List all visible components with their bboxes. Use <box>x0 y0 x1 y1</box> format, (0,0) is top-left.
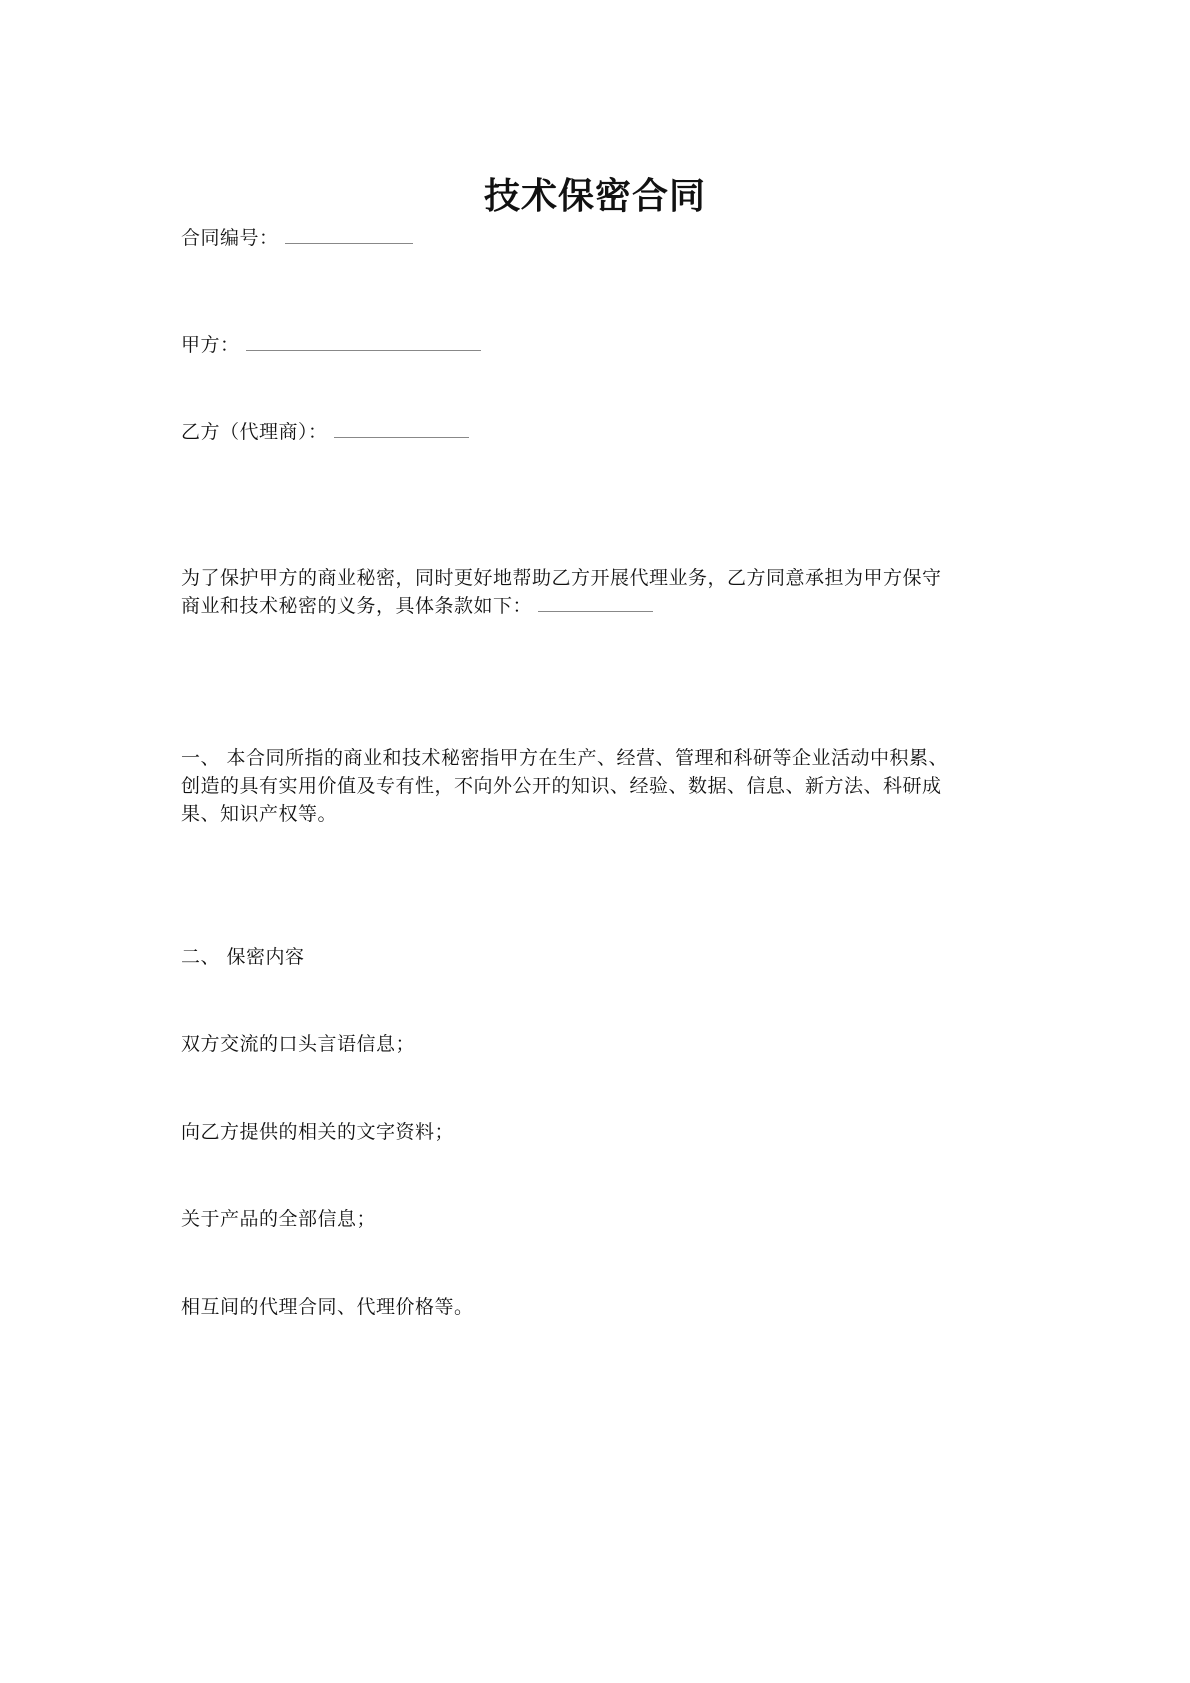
list-item: 向乙方提供的相关的文字资料； <box>181 1121 455 1143</box>
section1-line-1: 一、 本合同所指的商业和技术秘密指甲方在生产、经营、管理和科研等企业活动中积累、 <box>181 747 949 769</box>
contract-number-line <box>181 225 413 251</box>
party-b-label: 乙方（代理商）： <box>181 421 328 443</box>
section1-line-2: 创造的具有实用价值及专有性，不向外公开的知识、经验、数据、信息、新方法、科研成 <box>181 775 942 797</box>
section1-line-3: 果、知识产权等。 <box>181 803 338 825</box>
document-title: 技术保密合同 <box>483 175 706 217</box>
list-item: 关于产品的全部信息； <box>181 1208 377 1230</box>
party-a-blank <box>246 332 481 351</box>
party-b-line <box>181 419 469 445</box>
intro-line-2 <box>181 593 653 619</box>
intro-line-2-text: 商业和技术秘密的义务，具体条款如下： <box>181 595 533 617</box>
list-item: 双方交流的口头言语信息； <box>181 1033 416 1055</box>
contract-number-blank <box>285 225 413 244</box>
party-a-line <box>181 332 481 358</box>
party-b-blank <box>334 419 469 438</box>
contract-number-label: 合同编号： <box>181 227 279 249</box>
party-a-label: 甲方： <box>181 334 240 356</box>
intro-blank <box>538 593 653 612</box>
list-item: 相互间的代理合同、代理价格等。 <box>181 1296 474 1318</box>
intro-line-1: 为了保护甲方的商业秘密，同时更好地帮助乙方开展代理业务，乙方同意承担为甲方保守 <box>181 567 942 589</box>
section2-heading: 二、 保密内容 <box>181 946 305 968</box>
